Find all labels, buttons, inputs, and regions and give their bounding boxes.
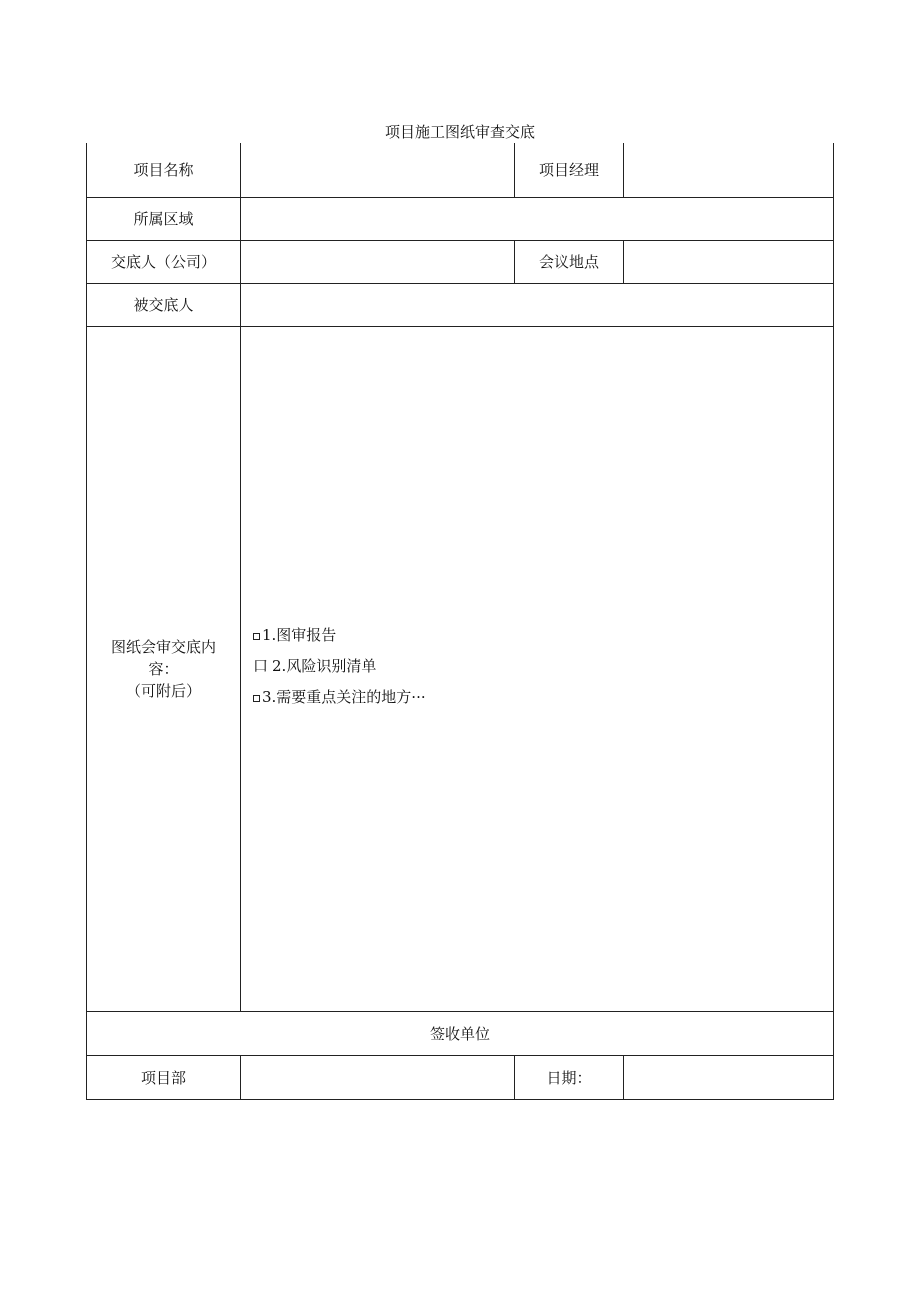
- project-dept-label: 项目部: [87, 1055, 241, 1099]
- checklist-item[interactable]: [253, 620, 833, 651]
- content-label: [87, 326, 241, 1011]
- project-dept-field[interactable]: [241, 1055, 515, 1099]
- attachment-checklist: [253, 620, 833, 713]
- sign-unit-row: [87, 1011, 834, 1055]
- content-label-line1: 图纸会审交底内: [110, 637, 216, 656]
- presenter-field[interactable]: [241, 240, 515, 283]
- checklist-item-text: 3.需要重点关注的地方···: [262, 688, 426, 706]
- recipient-label: 被交底人: [87, 283, 241, 326]
- meeting-place-field[interactable]: [624, 240, 834, 283]
- checklist-item-text: 2.风险识别清单: [272, 657, 377, 675]
- recipient-field[interactable]: [241, 283, 834, 326]
- checklist-item[interactable]: [253, 682, 833, 713]
- region-row: [87, 197, 834, 240]
- presenter-row: [87, 240, 834, 283]
- project-name-row: [87, 143, 834, 197]
- checkbox-icon[interactable]: [253, 695, 260, 702]
- checklist-item[interactable]: [253, 651, 833, 682]
- project-name-field[interactable]: [241, 143, 515, 197]
- project-manager-label: 项目经理: [515, 143, 624, 197]
- checkbox-icon[interactable]: [253, 633, 260, 640]
- review-form-table: [86, 143, 834, 1100]
- sign-unit-label: 签收单位: [87, 1011, 834, 1055]
- meeting-place-label: 会议地点: [515, 240, 624, 283]
- content-label-line2: 容：: [148, 659, 179, 678]
- document-title: 项目施工图纸审查交底: [384, 123, 535, 141]
- region-field[interactable]: [241, 197, 834, 240]
- content-label-line3: （可附后）: [125, 681, 201, 700]
- checklist-item-text: 1.图审报告: [262, 626, 337, 644]
- date-label: 日期：: [515, 1055, 624, 1099]
- region-label: 所属区域: [87, 197, 241, 240]
- project-name-label: 项目名称: [87, 143, 241, 197]
- recipient-row: [87, 283, 834, 326]
- checkbox-marker[interactable]: 口: [253, 657, 269, 675]
- project-dept-row: [87, 1055, 834, 1099]
- presenter-label: 交底人（公司）: [87, 240, 241, 283]
- project-manager-field[interactable]: [624, 143, 834, 197]
- date-field[interactable]: [624, 1055, 834, 1099]
- content-field[interactable]: [241, 326, 834, 1011]
- content-row: [87, 326, 834, 1011]
